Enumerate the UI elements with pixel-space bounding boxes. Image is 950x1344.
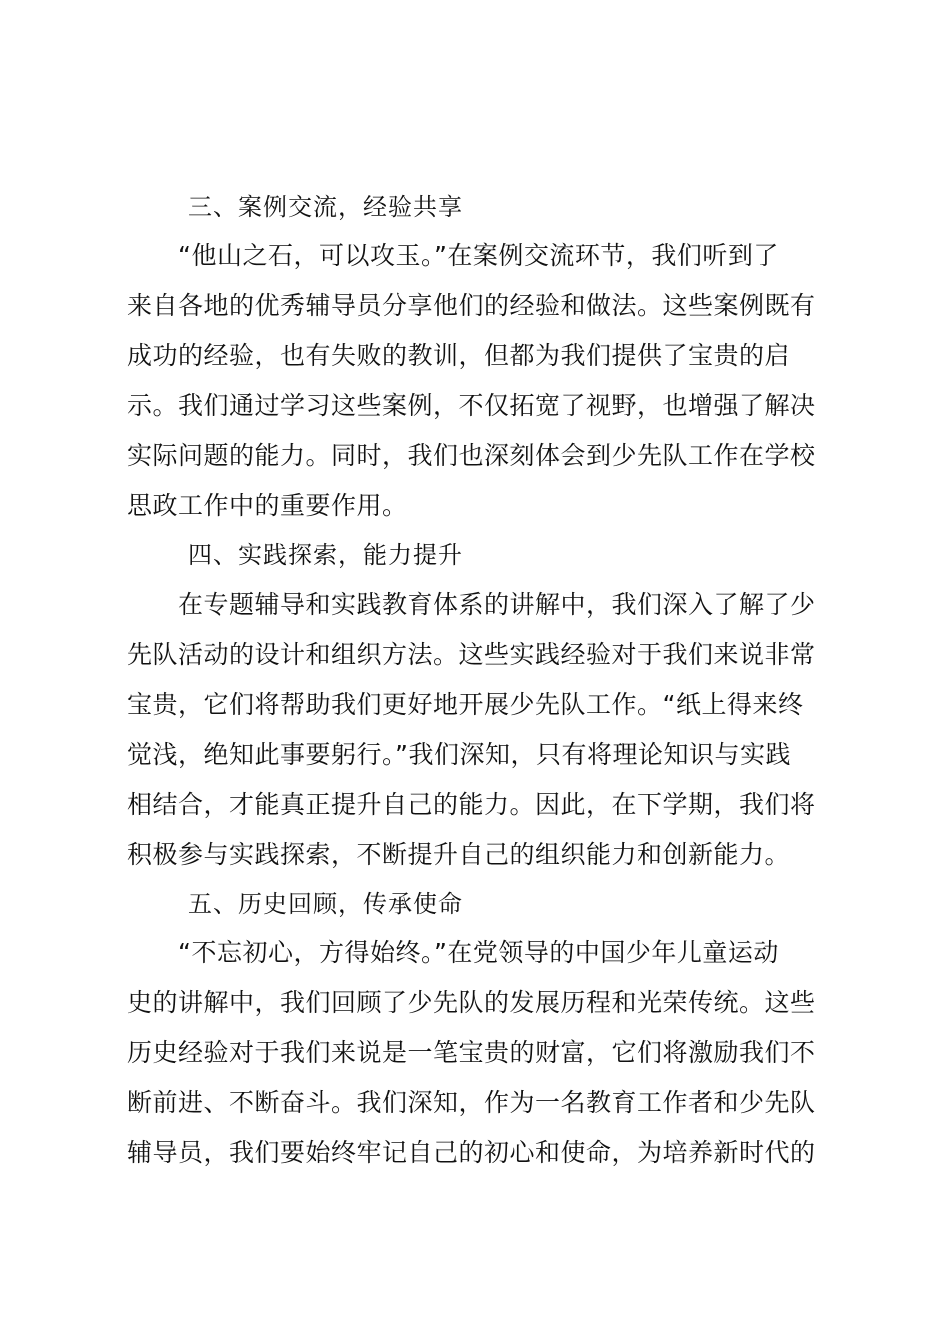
paragraph-line: 来自各地的优秀辅导员分享他们的经验和做法。这些案例既有 xyxy=(127,291,816,320)
section-heading-5: 五、历史回顾，传承使命 xyxy=(188,890,463,918)
paragraph-line: 在专题辅导和实践教育体系的讲解中，我们深入了解了少 xyxy=(178,590,816,619)
paragraph-line: 历史经验对于我们来说是一笔宝贵的财富，它们将激励我们不 xyxy=(127,1038,816,1067)
paragraph-line: 积极参与实践探索，不断提升自己的组织能力和创新能力。 xyxy=(127,840,791,869)
paragraph-line: 成功的经验，也有失败的教训，但都为我们提供了宝贵的启 xyxy=(127,341,791,370)
paragraph-line: 先队活动的设计和组织方法。这些实践经验对于我们来说非常 xyxy=(127,640,816,669)
paragraph-line: 实际问题的能力。同时，我们也深刻体会到少先队工作在学校 xyxy=(127,441,816,470)
paragraph-line: 相结合，才能真正提升自己的能力。因此，在下学期，我们将 xyxy=(127,790,816,819)
section-heading-4: 四、实践探索，能力提升 xyxy=(188,541,463,569)
paragraph-line: 觉浅，绝知此事要躬行。”我们深知，只有将理论知识与实践 xyxy=(127,740,791,769)
paragraph-line: “不忘初心，方得始终。”在党领导的中国少年儿童运动 xyxy=(178,938,779,967)
paragraph-line: 史的讲解中，我们回顾了少先队的发展历程和光荣传统。这些 xyxy=(127,988,816,1017)
paragraph-line: “他山之石，可以攻玉。”在案例交流环节，我们听到了 xyxy=(178,241,779,270)
paragraph-line: 断前进、不断奋斗。我们深知，作为一名教育工作者和少先队 xyxy=(127,1088,816,1117)
paragraph-line: 示。我们通过学习这些案例，不仅拓宽了视野，也增强了解决 xyxy=(127,391,816,420)
paragraph-line: 思政工作中的重要作用。 xyxy=(127,491,408,520)
paragraph-line: 辅导员，我们要始终牢记自己的初心和使命，为培养新时代的 xyxy=(127,1138,816,1167)
section-heading-3: 三、案例交流，经验共享 xyxy=(188,193,463,221)
paragraph-line: 宝贵，它们将帮助我们更好地开展少先队工作。“纸上得来终 xyxy=(127,690,804,719)
